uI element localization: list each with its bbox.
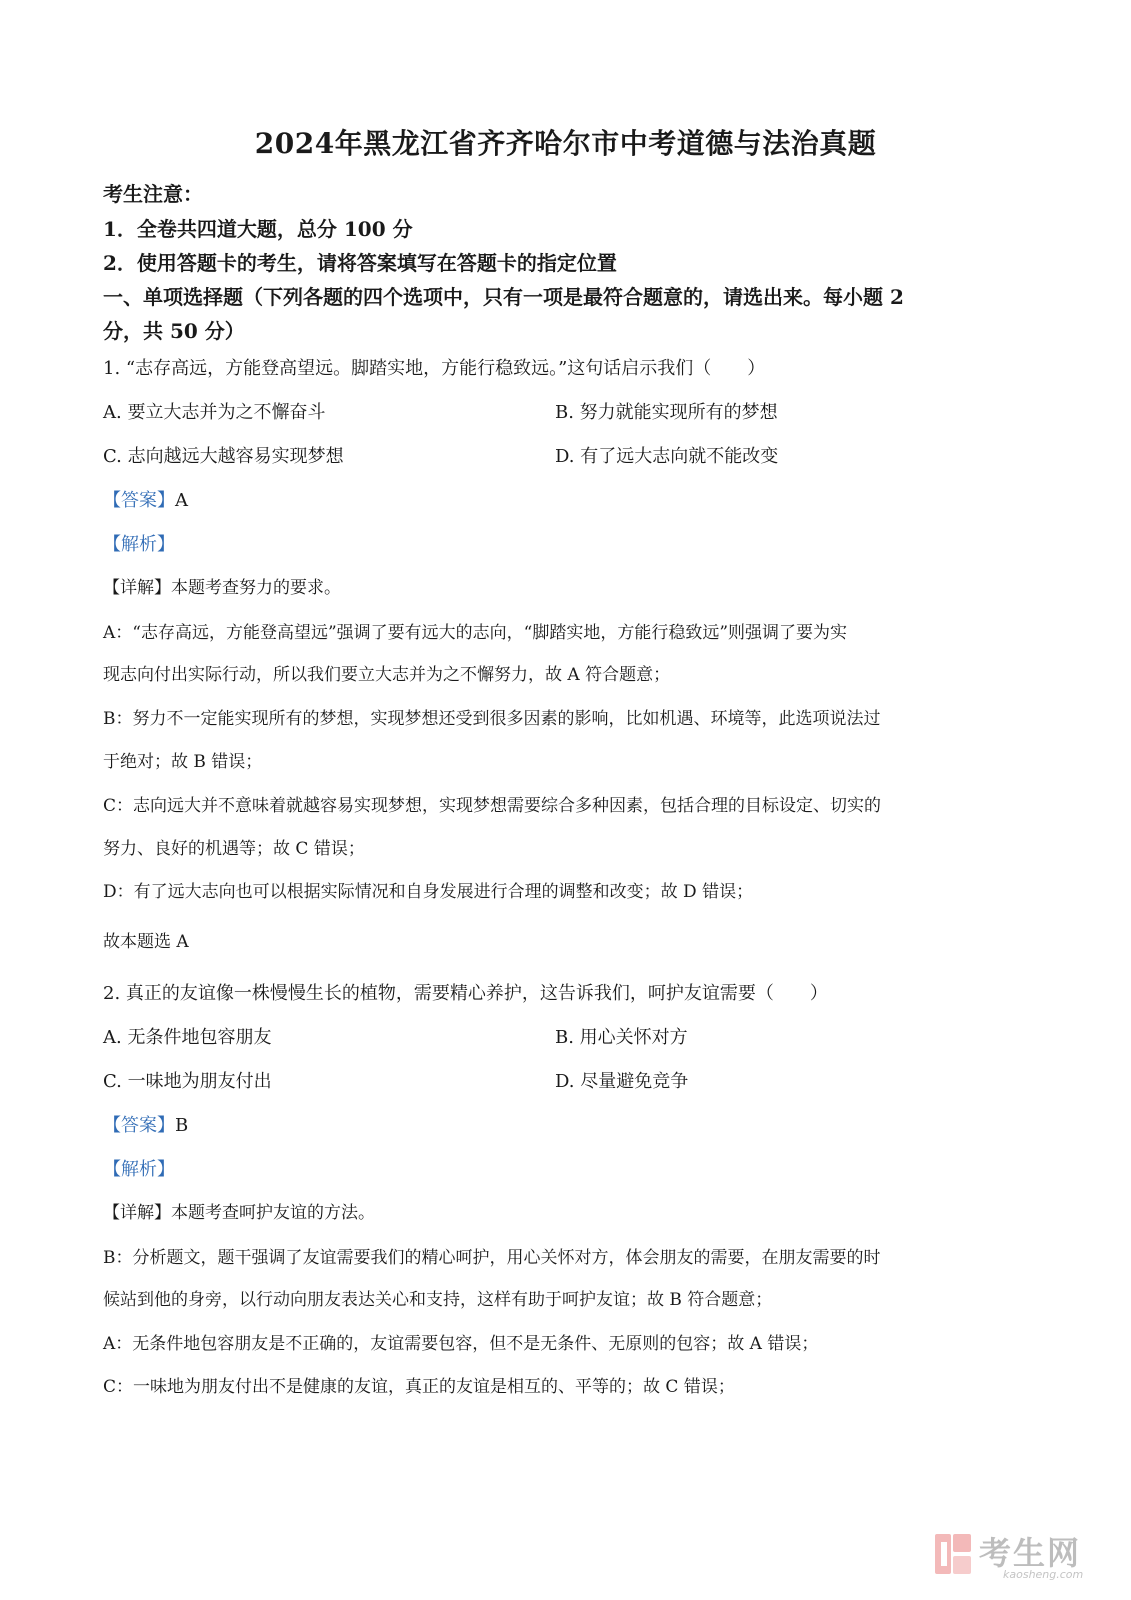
- question-1-option-c: C. 志向越远大越容易实现梦想: [103, 446, 344, 467]
- question-2-explain-line: C：一味地为朋友付出不是健康的友谊，真正的友谊是相互的、平等的；故 C 错误；: [103, 1377, 735, 1397]
- question-2-explain-line: 候站到他的身旁，以行动向朋友表达关心和支持，这样有助于呵护友谊；故 B 符合题意；: [103, 1290, 773, 1310]
- question-1-explain-line: 于绝对；故 B 错误；: [103, 752, 263, 772]
- notice-heading: 考生注意：: [103, 182, 203, 206]
- question-1-explain-line: 努力、良好的机遇等；故 C 错误；: [103, 839, 365, 859]
- question-1-stem: 1. “志存高远，方能登高望远。脚踏实地，方能行稳致远。”这句话启示我们（ ）: [103, 358, 766, 379]
- question-2-option-a: A. 无条件地包容朋友: [103, 1027, 272, 1048]
- section-heading-line1: 一、单项选择题（下列各题的四个选项中，只有一项是最符合题意的，请选出来。每小题 2: [103, 285, 904, 309]
- question-1-answer: [103, 486, 188, 512]
- question-1-explain-line: 现志向付出实际行动，所以我们要立大志并为之不懈努力，故 A 符合题意；: [103, 665, 671, 685]
- answer-value: A: [175, 490, 188, 511]
- question-1-option-a: A. 要立大志并为之不懈奋斗: [103, 402, 326, 423]
- question-2-answer: [103, 1111, 188, 1137]
- question-1-explain-line: D：有了远大志向也可以根据实际情况和自身发展进行合理的调整和改变；故 D 错误；: [103, 882, 754, 902]
- question-1-conclusion: 故本题选 A: [103, 932, 189, 952]
- kaosheng-logo-icon: [933, 1532, 973, 1576]
- question-2-analysis-tag: 【解析】: [103, 1159, 175, 1180]
- question-1-explain-line: A：“志存高远，方能登高望远”强调了要有远大的志向，“脚踏实地，方能行稳致远”则强调了要为实: [103, 623, 848, 643]
- question-1-option-d: D. 有了远大志向就不能改变: [555, 446, 779, 467]
- answer-tag: 【答案】: [103, 490, 175, 511]
- question-1-detail: 【详解】本题考查努力的要求。: [103, 578, 341, 598]
- question-1-explain-line: B：努力不一定能实现所有的梦想，实现梦想还受到很多因素的影响，比如机遇、环境等，此选项说法过: [103, 709, 881, 729]
- question-2-option-c: C. 一味地为朋友付出: [103, 1071, 272, 1092]
- question-1-option-b: B. 努力就能实现所有的梦想: [555, 402, 778, 423]
- answer-value: B: [175, 1115, 189, 1136]
- section-heading-line2: 分，共 50 分）: [103, 319, 245, 343]
- watermark: [933, 1526, 1083, 1586]
- watermark-url: kaosheng.com: [1003, 1568, 1084, 1581]
- page-title: 2024年黑龙江省齐齐哈尔市中考道德与法治真题: [254, 127, 877, 160]
- question-2-option-d: D. 尽量避免竞争: [555, 1071, 689, 1092]
- question-1-analysis-tag: 【解析】: [103, 534, 175, 555]
- notice-item-2: 2．使用答题卡的考生，请将答案填写在答题卡的指定位置: [103, 251, 617, 275]
- watermark-text: 考生网: [979, 1534, 1082, 1572]
- question-2-detail: 【详解】本题考查呵护友谊的方法。: [103, 1203, 375, 1223]
- answer-tag: 【答案】: [103, 1115, 175, 1136]
- question-2-stem: 2. 真正的友谊像一株慢慢生长的植物，需要精心养护，这告诉我们，呵护友谊需要（ ）: [103, 983, 828, 1004]
- question-2-option-b: B. 用心关怀对方: [555, 1027, 688, 1048]
- question-2-explain-line: B：分析题文，题干强调了友谊需要我们的精心呵护，用心关怀对方，体会朋友的需要，在朋友需要的时: [103, 1248, 881, 1268]
- notice-item-1: 1．全卷共四道大题，总分 100 分: [103, 217, 413, 241]
- question-2-explain-line: A：无条件地包容朋友是不正确的，友谊需要包容，但不是无条件、无原则的包容；故 A 错误；: [103, 1334, 819, 1354]
- question-1-explain-line: C：志向远大并不意味着就越容易实现梦想，实现梦想需要综合多种因素，包括合理的目标设定、切实的: [103, 796, 882, 816]
